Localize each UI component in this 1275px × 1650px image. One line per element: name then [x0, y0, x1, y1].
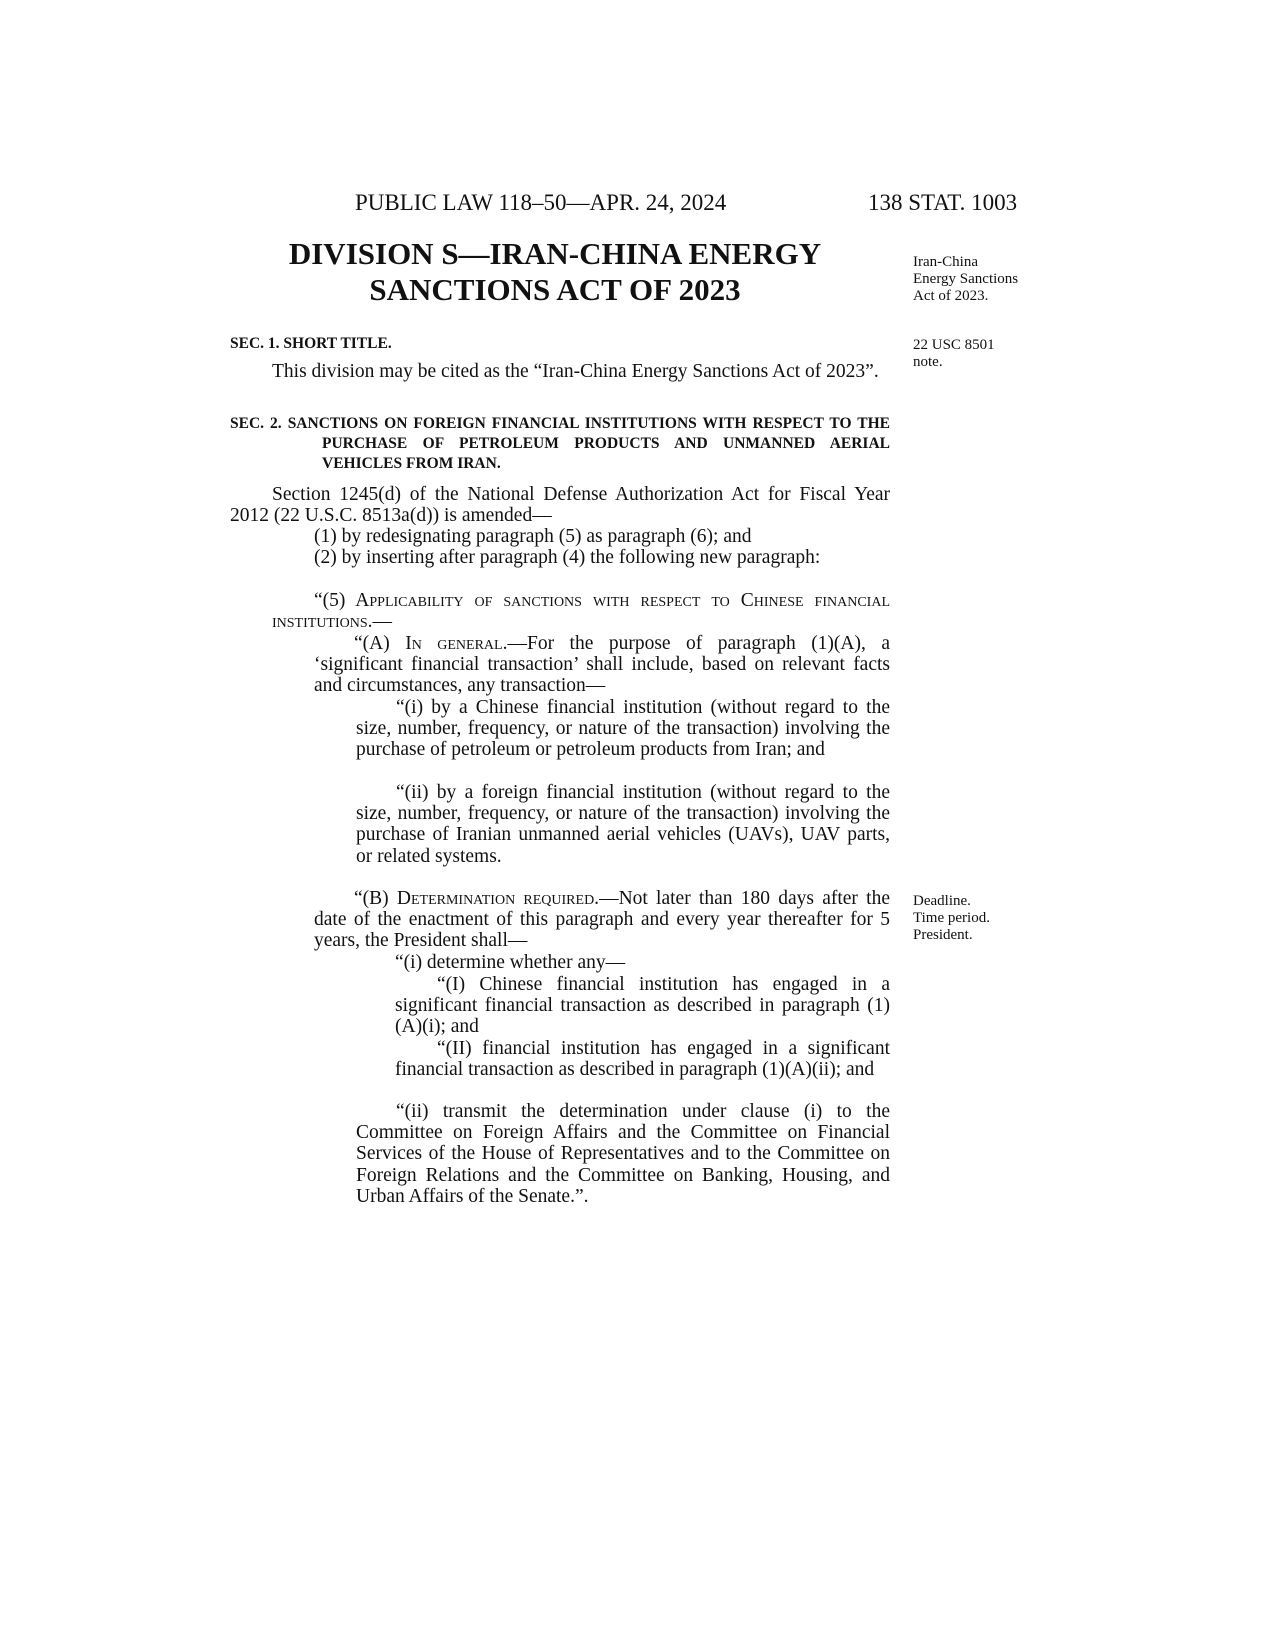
- margin-note-line: Act of 2023.: [913, 288, 989, 304]
- margin-note-line: Iran-China: [913, 254, 978, 270]
- margin-note-line: Deadline.: [913, 893, 971, 909]
- margin-note-deadline: [913, 893, 1083, 944]
- subclause-B-i-I: “(I) Chinese financial institution has engaged in a significant financial transaction as described in paragraph (1)(A)(i); and: [395, 974, 890, 1038]
- margin-note-line: Energy Sanctions: [913, 271, 1019, 287]
- amendment-item-1: (1) by redesignating paragraph (5) as paragraph (6); and: [314, 526, 752, 547]
- section-2-heading: SEC. 2. SANCTIONS ON FOREIGN FINANCIAL INSTITUTIONS WITH RESPECT TO THE PURCHASE OF PETROLEUM PRODUCTS AND UNMANNED AERIAL VEHICLES FROM IRAN.: [230, 415, 890, 472]
- section-1-heading: SEC. 1. SHORT TITLE.: [230, 335, 392, 352]
- running-header-law: PUBLIC LAW 118–50—APR. 24, 2024: [355, 190, 727, 215]
- margin-note-act-name: [913, 254, 1083, 305]
- clause-A-i: “(i) by a Chinese financial institution (without regard to the size, number, frequency, or nature of the transaction) involving the purchase of petroleum or petroleum products from Iran; and: [356, 697, 890, 761]
- section-1-text: This division may be cited as the “Iran-China Energy Sanctions Act of 2023”.: [272, 361, 879, 382]
- subparagraph-B: [314, 888, 890, 952]
- subparagraph-B-text: —Not later than 180 days after the date of the enactment of this paragraph and every year thereafter for 5 years, the President shall—: [314, 888, 890, 952]
- amendment-item-2: (2) by inserting after paragraph (4) the following new paragraph:: [314, 547, 821, 568]
- clause-B-i: “(i) determine whether any—: [395, 952, 626, 973]
- margin-note-usc: [913, 337, 1083, 371]
- margin-note-line: 22 USC 8501: [913, 337, 995, 353]
- clause-A-ii: “(ii) by a foreign financial institution (without regard to the size, number, frequency, or nature of the transaction) involving the purchase of Iranian unmanned aerial vehicles (UAVs), UAV parts, or related systems.: [356, 782, 890, 867]
- margin-note-line: Time period.: [913, 910, 990, 926]
- division-title-line-2: SANCTIONS ACT OF 2023: [369, 272, 741, 307]
- subclause-B-i-II: “(II) financial institution has engaged in a significant financial transaction as described in paragraph (1)(A)(ii); and: [395, 1038, 890, 1081]
- subparagraph-A: [314, 633, 890, 697]
- division-title: [230, 236, 880, 308]
- margin-note-line: note.: [913, 354, 943, 370]
- paragraph-5-heading: “(5) Applicability of sanctions with respect to Chinese financial institutions.—: [272, 590, 890, 633]
- section-2-intro: Section 1245(d) of the National Defense Authorization Act for Fiscal Year 2012 (22 U.S.C. 8513a(d)) is amended—: [230, 484, 890, 527]
- margin-note-line: President.: [913, 927, 973, 943]
- clause-B-ii: “(ii) transmit the determination under clause (i) to the Committee on Foreign Affairs and the Committee on Financial Services of the House of Representatives and to the Committee on Foreign Relations and the Committee on Banking, Housing, and Urban Affairs of the Senate.”.: [356, 1101, 890, 1207]
- subparagraph-A-text: —For the purpose of paragraph (1)(A), a ‘significant financial transaction’ shall include, based on relevant facts and circumstances, any transaction—: [314, 633, 891, 697]
- running-header-stat-page: 138 STAT. 1003: [868, 190, 1018, 215]
- subparagraph-A-label: “(A) In general.: [354, 633, 508, 654]
- subparagraph-B-label: “(B) Determination required.: [354, 888, 600, 909]
- division-title-line-1: DIVISION S—IRAN-CHINA ENERGY: [288, 236, 822, 271]
